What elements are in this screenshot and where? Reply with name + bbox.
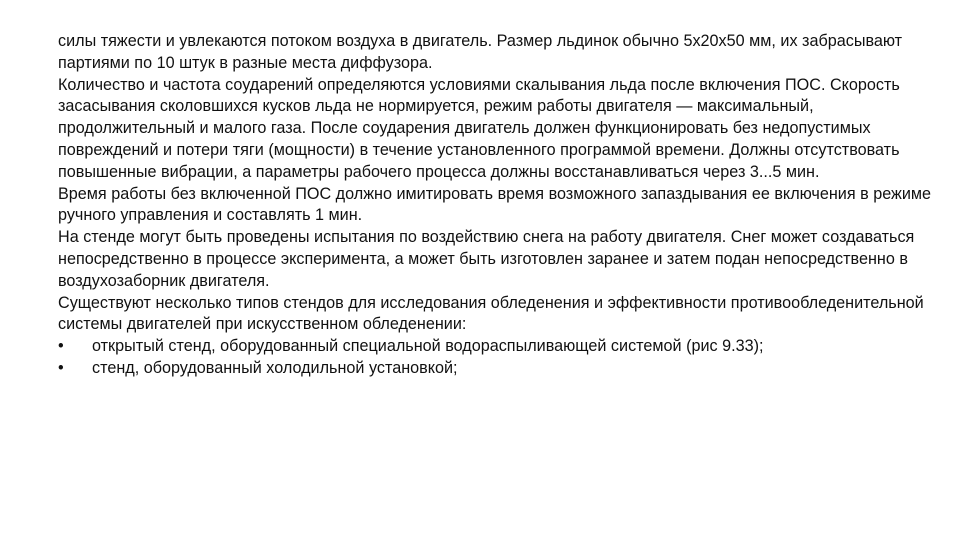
paragraph-operation-time: Время работы без включенной ПОС должно имитировать время возможного запаздывания ее включения в режиме ручного управления и составлять 1 мин. (58, 184, 932, 225)
list-item (58, 336, 938, 358)
paragraph-stand-types: Существуют несколько типов стендов для исследования обледенения и эффективности противообледенительной системы двигателей при искусственном обледенении: (58, 293, 924, 334)
list-item-text: открытый стенд, оборудованный специальной водораспыливающей системой (рис 9.33); (92, 337, 764, 356)
list-item (58, 358, 938, 380)
stand-types-list (58, 336, 938, 380)
paragraph-impact-conditions: Количество и частота соударений определяются условиями скалывания льда после включения ПОС. Скорость засасывания сколовшихся кусков льда не нормируется, режим работы двигателя — максимальный, продолжительный и малого газа. После соударения двигатель должен функционировать без недопустимых повреждений и потери тяги (мощности) в течение установленного программой времени. Должны отсутствовать повышенные вибрации, а параметры рабочего процесса должны восстанавливаться через 3...5 мин. (58, 75, 900, 181)
paragraph-snow-test: На стенде могут быть проведены испытания по воздействию снега на работу двигателя. Снег может создаваться непосредственно в процессе эксперимента, а может быть изготовлен заранее и затем подан непосредственно в воздухозаборник двигателя. (58, 228, 915, 290)
paragraph-ice-size: силы тяжести и увлекаются потоком воздуха в двигатель. Размер льдинок обычно 5х20х50 мм, их забрасывают партиями по 10 штук в разные места диффузора. (58, 32, 903, 72)
bullet-marker: • (58, 337, 64, 356)
document-page (58, 31, 938, 380)
list-item-text: стенд, оборудованный холодильной установкой; (92, 358, 458, 377)
bullet-marker: • (58, 358, 64, 377)
